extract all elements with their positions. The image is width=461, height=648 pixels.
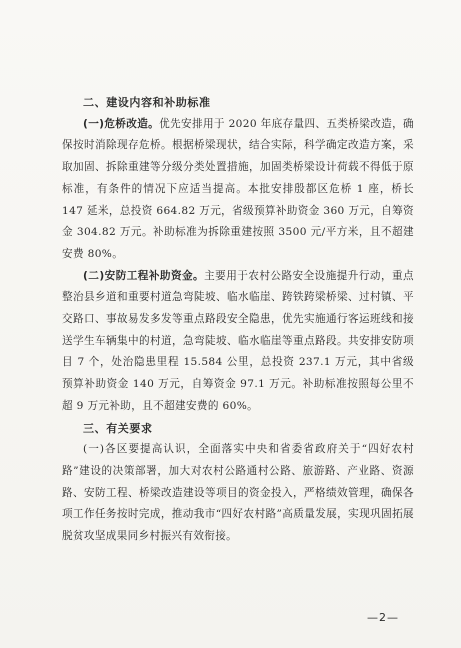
paragraph-dangerous-bridge bbox=[62, 114, 414, 266]
section-heading-construction: 二、建设内容和补助标准 bbox=[83, 96, 211, 109]
paragraph-lead: (二)安防工程补助资金。 bbox=[83, 269, 205, 282]
paragraph-text: (一)各区要提高认识，全面落实中央和省委省政府关于“四好农村路”建设的决策部署，加大对农村公路通村公路、旅游路、产业路、资源路、安防工程、桥梁改造建设等项目的资金投入，严格绩效管理，确保各项工作任务按时完成，推动我市“四好农村路”高质量发展，实现巩固拓展脱贫攻坚成果同乡村振兴有效衔接。 bbox=[62, 443, 414, 543]
paragraph-safety-project bbox=[62, 266, 414, 418]
paragraph-requirement-1 bbox=[62, 439, 414, 548]
section-heading-requirements: 三、有关要求 bbox=[83, 421, 153, 435]
paragraph-text: 主要用于农村公路安全设施提升行动，重点整治县乡道和重要村道急弯陡坡、临水临崖、跨铁跨梁桥梁、过村镇、平交路口、事故易发多发等重点路段安全隐患，优先实施通行客运班线和接送学生车辆集中的村道，急弯陡坡、临水临崖等重点路段。共安排安防项目 7 个，处治隐患里程 15.584 公里，总投资 237.1 万元，其中省级预算补助资金 140 万元，自筹资金 97.1 万元。补助标准按照每公里不超 9 万元补助，且不超建安费的 60%。 bbox=[62, 269, 414, 412]
page-number: —2— bbox=[367, 611, 399, 624]
paragraph-lead: (一)危桥改造。 bbox=[83, 117, 160, 130]
document-body bbox=[62, 92, 414, 548]
paragraph-text: 优先安排用于 2020 年底存量四、五类桥梁改造，确保按时消除现存危桥。根据桥梁现状，结合实际，科学确定改造方案，采取加固、拆除重建等分级分类处置措施，加固类桥梁设计荷载不得低于原标准，有条件的情况下应适当提高。本批安排殷都区危桥 1 座，桥长 147 延米，总投资 664.82 万元，省级预算补助资金 360 万元，自筹资金 304.82 万元。补助标准为拆除重建按照 3500 元/平方米，且不超建安费 80%。 bbox=[62, 117, 414, 260]
